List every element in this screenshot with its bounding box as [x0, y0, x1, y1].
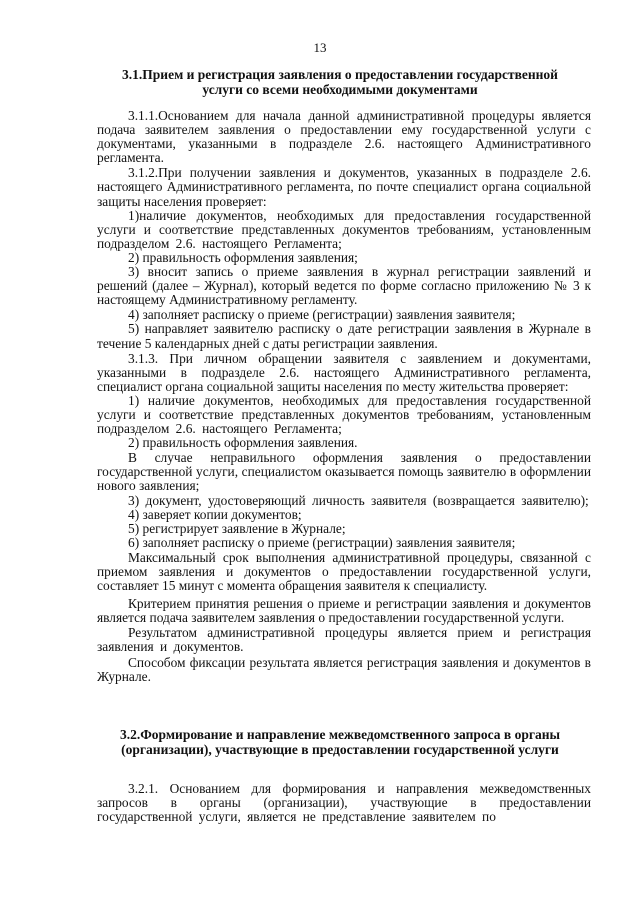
- paragraph: Критерием принятия решения о приеме и регистрации заявления и документов является подача заявителем заявления о предоставлении государственной услуги.: [97, 596, 591, 626]
- paragraph: 3.2.1. Основанием для формирования и направления межведомственных запросов в органы (организации), участвующие в предоставлении государственной услуги, является не представление заявителем по: [97, 781, 591, 825]
- paragraph: 2) правильность оформления заявления;: [128, 249, 358, 265]
- paragraph: Способом фиксации результата является регистрация заявления и документов в Журнале.: [97, 654, 591, 684]
- section-heading-3-2: 3.2.Формирование и направление межведомственного запроса в органы (организации), участвующие в предоставлении государственной услуги: [119, 727, 561, 757]
- paragraph: Максимальный срок выполнения административной процедуры, связанной с приемом заявления и документов о предоставлении государственной услуги, составляет 15 минут с момента обращения заявителя к специалисту.: [97, 549, 591, 594]
- section-body-3-1: [97, 109, 591, 684]
- paragraph: В случае неправильного оформления заявления о предоставлении государственной услуги, специалистом оказывается помощь заявителю в оформлении нового заявления;: [97, 450, 591, 494]
- paragraph: 3) документ, удостоверяющий личность заявителя (возвращается заявителю);: [128, 492, 589, 508]
- paragraph: 4) заполняет расписку о приеме (регистрации) заявления заявителя;: [128, 307, 516, 323]
- paragraph: 1)наличие документов, необходимых для предоставления государственной услуги и соответствие представленных документов требованиям, установленным подразделом 2.6. настоящего Регламента;: [97, 207, 591, 251]
- page-number: 13: [313, 40, 327, 55]
- paragraph: Результатом административной процедуры является прием и регистрация заявления и документов.: [97, 625, 591, 655]
- paragraph: 3.1.3. При личном обращении заявителя с заявлением и документами, указанными в подразделе 2.6. настоящего Административного регламента, специалист органа социальной защиты населения по месту жительства проверяет:: [97, 350, 591, 394]
- paragraph: 4) заверяет копии документов;: [128, 506, 302, 522]
- paragraph: 2) правильность оформления заявления.: [128, 435, 358, 451]
- paragraph: 3.1.2.При получении заявления и документов, указанных в подразделе 2.6. настоящего Административного регламента, по почте специалист органа социальной защиты населения проверяет:: [97, 165, 591, 209]
- paragraph: 3) вносит запись о приеме заявления в журнал регистрации заявлений и решений (далее – Журнал), который ведется по форме согласно приложению № 3 к настоящему Административному регламенту.: [97, 264, 591, 308]
- section-heading-3-1: 3.1.Прием и регистрация заявления о предоставлении государственной услуги со всеми необходимыми документами: [122, 67, 558, 97]
- paragraph: 5) регистрирует заявление в Журнале;: [128, 520, 346, 536]
- paragraph: 3.1.1.Основанием для начала данной административной процедуры является подача заявителем заявления о предоставлении ему государственной услуги с документами, указанными в подразделе 2.6. настоящего Административного регламента.: [97, 108, 591, 166]
- section-body-3-2: [97, 782, 591, 824]
- paragraph: 5) направляет заявителю расписку о дате регистрации заявления в Журнале в течение 5 календарных дней с даты регистрации заявления.: [97, 321, 591, 351]
- paragraph: 6) заполняет расписку о приеме (регистрации) заявления заявителя;: [128, 534, 516, 550]
- paragraph: 1) наличие документов, необходимых для предоставления государственной услуги и соответствие представленных документов требованиям, установленным подразделом 2.6. настоящего Регламента;: [97, 392, 591, 437]
